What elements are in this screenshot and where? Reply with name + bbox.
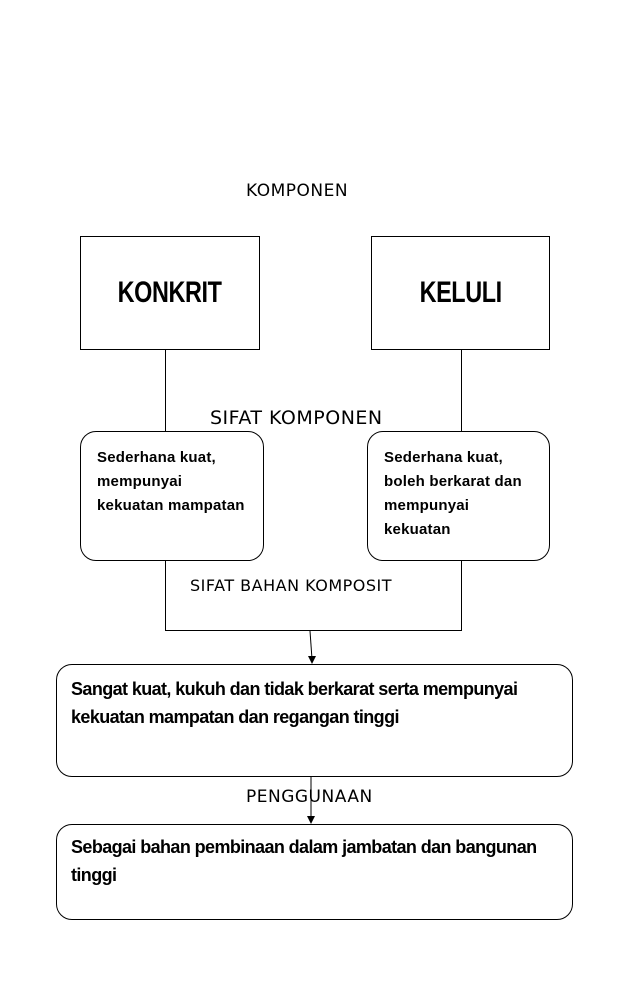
penggunaan-box: [56, 824, 573, 920]
konkrit-box: [80, 236, 260, 350]
komposit-sifat-box: [56, 664, 573, 777]
arrow-to-penggunaan-head: [307, 816, 315, 824]
penggunaan-text: Sebagai bahan pembinaan dalam jambatan dan bangunan tinggi: [71, 837, 537, 885]
konkrit-title: KONKRIT: [118, 276, 222, 309]
sifat-komponen-label: SIFAT KOMPONEN: [210, 407, 383, 429]
keluli-title: KELULI: [419, 276, 502, 309]
arrow-to-komposit-line: [310, 631, 312, 659]
komposit-sifat-text: Sangat kuat, kukuh dan tidak berkarat serta mempunyai kekuatan mampatan dan regangan tinggi: [71, 679, 518, 727]
konkrit-sifat-text: Sederhana kuat, mempunyai kekuatan mampatan: [97, 449, 245, 514]
konkrit-sifat-box: [80, 431, 264, 561]
keluli-sifat-box: [367, 431, 550, 561]
komponen-label: KOMPONEN: [246, 181, 349, 201]
keluli-sifat-text: Sederhana kuat, boleh berkarat dan mempunyai kekuatan: [384, 449, 522, 538]
sifat-bahan-komposit-label: SIFAT BAHAN KOMPOSIT: [190, 576, 393, 595]
penggunaan-label: PENGGUNAAN: [246, 787, 373, 807]
keluli-box: [371, 236, 550, 350]
arrow-to-komposit-head: [308, 656, 316, 664]
